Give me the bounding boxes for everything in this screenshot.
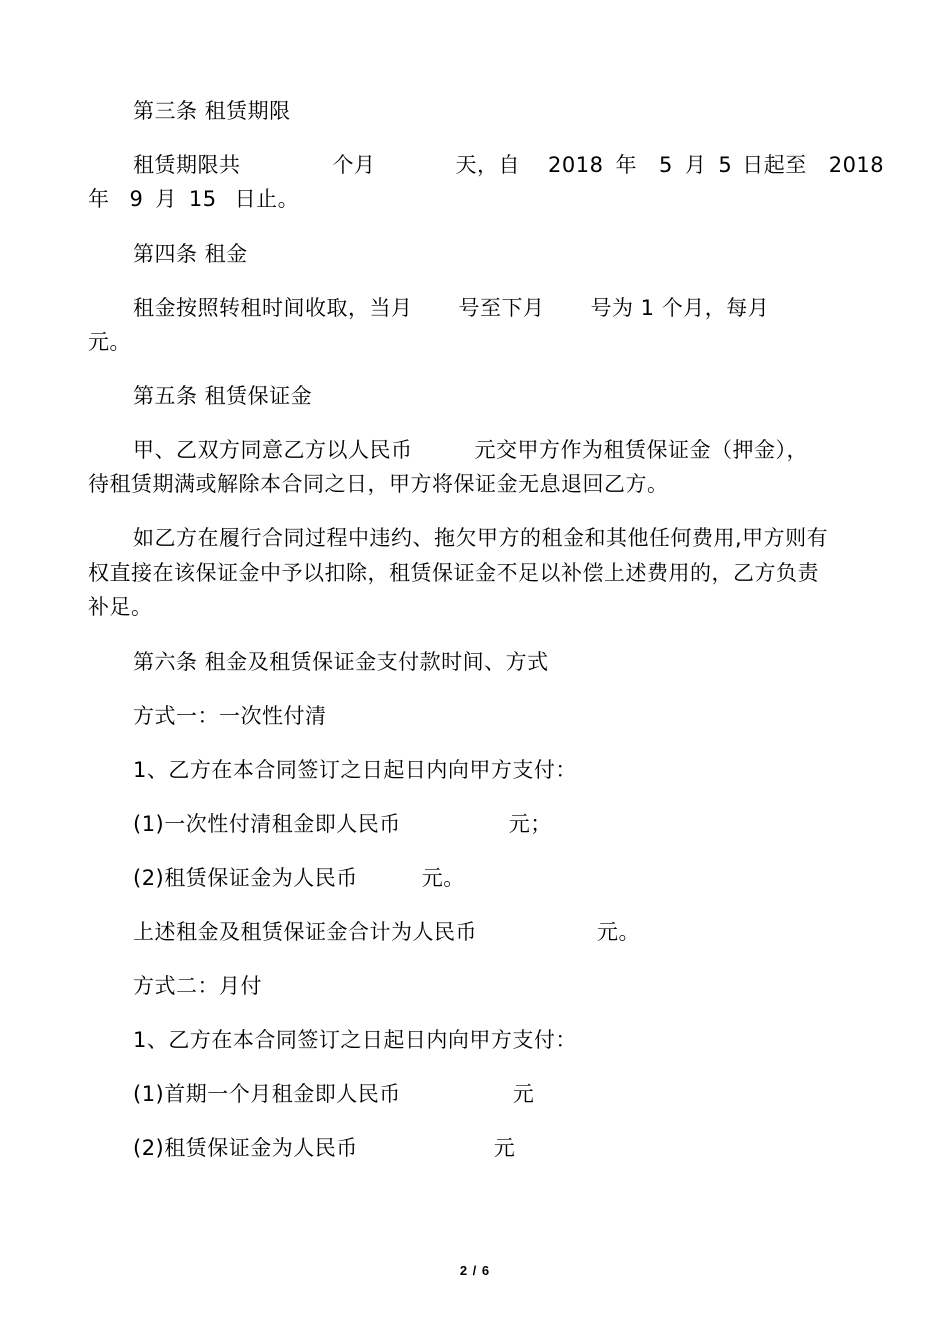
method2-sub2-unit: 元	[493, 1136, 516, 1160]
method1-sub1-unit: 元；	[508, 812, 552, 836]
article4-heading: 第四条 租金	[133, 242, 248, 266]
month-unit: 月	[684, 153, 707, 177]
start-year: 2018	[548, 153, 604, 177]
term-prefix: 租赁期限共	[133, 153, 241, 177]
rent-text-b: 号至下月	[458, 296, 545, 320]
rent-text-c: 号为 1 个月，每月	[590, 296, 770, 320]
deposit-text-b: 元交甲方作为租赁保证金（押金），	[474, 438, 808, 462]
method1-total-unit: 元。	[597, 920, 640, 944]
article5-para2-line2: 权直接在该保证金中予以扣除，租赁保证金不足以补偿上述费用的，乙方负责	[88, 561, 819, 585]
method2-sub2	[133, 1134, 908, 1162]
method1-total-text: 上述租金及租赁保证金合计为人民币	[133, 920, 477, 944]
method2-sub2-text: (2)租赁保证金为人民币	[133, 1136, 358, 1160]
article5-para2-line3: 补足。	[88, 595, 153, 619]
year-unit: 年	[615, 153, 637, 177]
method1-sub2-unit: 元。	[421, 866, 465, 890]
method1-item1: 1、乙方在本合同签订之日起日内向甲方支付：	[133, 758, 577, 782]
month-unit: 月	[155, 187, 177, 211]
start-day: 5	[718, 153, 733, 177]
method1-sub1	[133, 810, 908, 838]
end-year: 2018	[828, 153, 885, 177]
end-day: 15	[188, 187, 217, 211]
method2-sub1-unit: 元	[512, 1082, 535, 1106]
article3-term-line-2	[88, 185, 863, 213]
end-suffix: 日止。	[234, 187, 300, 211]
method1-sub2	[133, 864, 908, 892]
method1-sub1-text: (1)一次性付清租金即人民币	[133, 812, 401, 836]
page-number: 2 / 6	[459, 1263, 491, 1278]
method1-title: 方式一：一次性付清	[133, 704, 327, 728]
method2-title: 方式二：月付	[133, 974, 262, 998]
rent-text-a: 租金按照转租时间收取，当月	[133, 296, 413, 320]
article5-para1-line2: 待租赁期满或解除本合同之日，甲方将保证金无息退回乙方。	[88, 472, 669, 496]
method2-sub1-text: (1)首期一个月租金即人民币	[133, 1082, 401, 1106]
article3-heading: 第三条 租赁期限	[133, 99, 291, 123]
article5-para1-line1	[133, 436, 908, 464]
deposit-text-a: 甲、乙双方同意乙方以人民币	[133, 438, 413, 462]
end-month: 9	[129, 187, 144, 211]
start-suffix: 日起至	[742, 153, 807, 177]
article5-heading: 第五条 租赁保证金	[133, 384, 313, 408]
method2-item1: 1、乙方在本合同签订之日起日内向甲方支付：	[133, 1028, 577, 1052]
article6-heading: 第六条 租金及租赁保证金支付款时间、方式	[133, 650, 549, 674]
method2-sub1	[133, 1080, 908, 1108]
start-month: 5	[658, 153, 673, 177]
article4-rent-line-end: 元。	[88, 330, 131, 354]
method1-total	[133, 918, 908, 946]
days-unit: 天，自	[455, 153, 520, 177]
months-unit: 个月	[332, 153, 376, 177]
article5-para2-line1: 如乙方在履行合同过程中违约、拖欠甲方的租金和其他任何费用,甲方则有	[133, 526, 829, 550]
year-unit: 年	[88, 187, 110, 211]
method1-sub2-text: (2)租赁保证金为人民币	[133, 866, 358, 890]
article4-rent-line	[133, 294, 908, 322]
article3-term-line	[133, 151, 908, 179]
